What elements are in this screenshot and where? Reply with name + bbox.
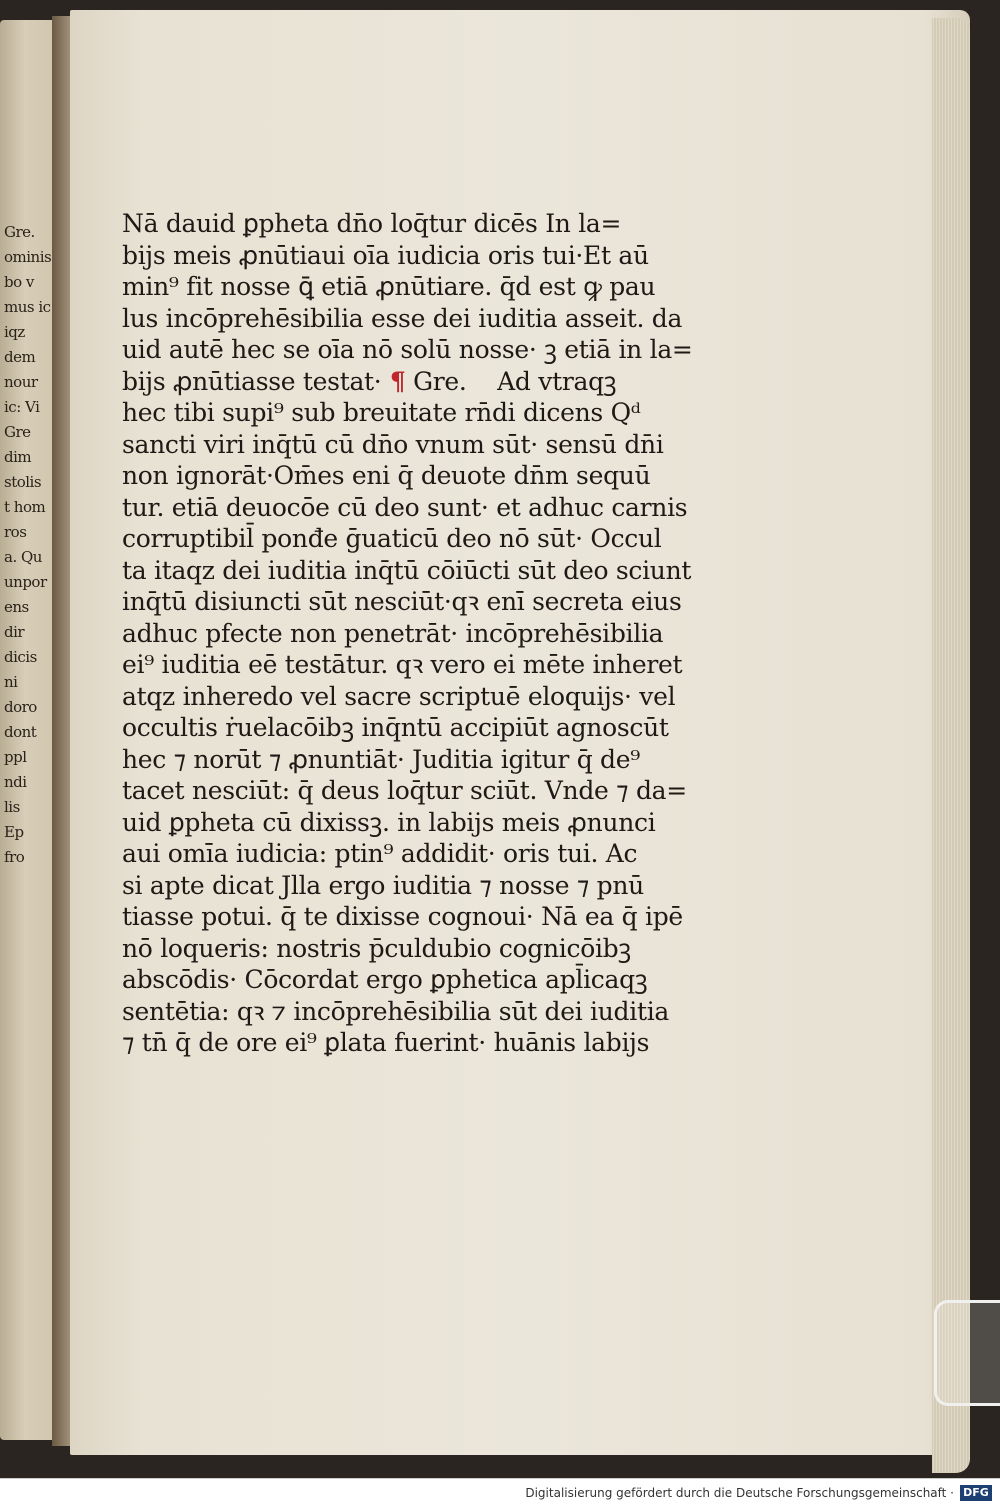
text-line xyxy=(122,334,722,366)
text-line xyxy=(122,744,722,776)
text-line-content: ta itaqz dei iuditia inq̄tū cōiūcti sūt deo sciunt xyxy=(122,555,692,585)
text-line-content: bijs ꝓnūtiasse testat· xyxy=(122,366,382,396)
text-line xyxy=(122,649,722,681)
margin-line: Gre xyxy=(4,423,31,441)
text-line xyxy=(122,838,722,870)
text-line xyxy=(122,397,722,429)
margin-line: dir xyxy=(4,623,25,641)
text-line-content: aui omīa iudicia: ptin⁹ addidit· oris tui. Ac xyxy=(122,839,638,868)
text-line-content: ⁊ tn̄ q̄ de ore ei⁹ ꝑlata fuerint· huānis labijs xyxy=(122,1028,650,1057)
margin-line: ic: Vi xyxy=(4,398,40,416)
margin-line: ominis xyxy=(4,248,52,266)
margin-line: ni xyxy=(4,673,18,691)
margin-line: dem xyxy=(4,348,36,366)
margin-line: ens xyxy=(4,598,29,616)
margin-line: dim xyxy=(4,448,32,466)
text-line-content: uid autē hec se oīa nō solū nosse· ꝫ etiā in la= xyxy=(122,335,693,364)
margin-line: lis xyxy=(4,798,20,816)
text-line-content: hec ⁊ norūt ⁊ ꝓnuntiāt· Juditia igitur q̄ de⁹ xyxy=(122,744,640,774)
margin-line: fro xyxy=(4,848,25,866)
text-line-content: abscōdis· Cōcordat ergo ꝑphetica apl̄icaqꝫ xyxy=(122,965,648,994)
text-line-content: hec tibi supi⁹ sub breuitate rn̄di dicens Qᵈ xyxy=(122,398,641,427)
text-line xyxy=(122,523,722,555)
text-line-content: sancti viri inq̄tū cū dn̄o vnum sūt· sensū dn̄i xyxy=(122,429,664,459)
margin-line: unpor xyxy=(4,573,47,591)
text-line xyxy=(122,775,722,807)
main-text-block xyxy=(122,208,722,1059)
text-line-content: lus incōprehēsibilia esse dei iuditia asseit. da xyxy=(122,303,683,333)
text-line-content: ei⁹ iuditia eē testātur. qꝛ vero ei mēte inheret xyxy=(122,650,683,679)
text-line-content: si apte dicat Jlla ergo iuditia ⁊ nosse ⁊ pnū xyxy=(122,870,644,900)
text-line-content: tacet nesciūt: q̄ deus loq̄tur sciūt. Vnde ⁊ da= xyxy=(122,776,687,805)
footer-credit: Digitalisierung gefördert durch die Deutsche Forschungsgemeinschaft · xyxy=(525,1486,954,1500)
text-line xyxy=(122,460,722,492)
text-line xyxy=(122,1027,722,1059)
margin-line: a. Qu xyxy=(4,548,42,566)
page-fore-edge xyxy=(932,18,970,1473)
text-line xyxy=(122,807,722,839)
margin-line: Ep xyxy=(4,823,24,841)
margin-line: ndi xyxy=(4,773,27,791)
text-line-content: tur. etiā deuocōe cū deo sunt· et adhuc carnis xyxy=(122,492,688,522)
text-line-content: occultis ṙuelacōibꝫ inq̄ntū accipiūt agnoscūt xyxy=(122,713,669,742)
text-line xyxy=(122,681,722,713)
text-line-content: atqz inheredo vel sacre scriptuē eloquijs· vel xyxy=(122,681,676,711)
text-line xyxy=(122,240,722,272)
text-line-content: inq̄tū disiuncti sūt nesciūt·qꝛ enī secreta eius xyxy=(122,587,682,616)
margin-line: iqz xyxy=(4,323,25,341)
margin-line: dicis xyxy=(4,648,37,666)
text-line xyxy=(122,208,722,240)
text-line xyxy=(122,555,722,587)
text-line-content: min⁹ fit nosse ꝗ̄ etiā ꝓnūtiare. q̄d est ꝙ pau xyxy=(122,272,656,301)
text-line xyxy=(122,618,722,650)
margin-line: ros xyxy=(4,523,27,541)
text-line xyxy=(122,933,722,965)
text-line-content: Nā dauid ꝑpheta dn̄o loq̄tur dicēs In la= xyxy=(122,209,622,238)
rubric-following-text: Gre. Ad vtraqꝫ xyxy=(405,366,617,396)
text-line xyxy=(122,964,722,996)
margin-line: dont xyxy=(4,723,37,741)
footer-bar xyxy=(0,1478,1000,1508)
text-line xyxy=(122,366,722,398)
text-line-content: adhuc pfecte non penetrāt· incōprehēsibilia xyxy=(122,618,664,648)
text-line xyxy=(122,429,722,461)
text-line-content: sentētia: qꝛ ⁊ incōprehēsibilia sūt dei iuditia xyxy=(122,996,669,1026)
margin-line: stolis xyxy=(4,473,42,491)
text-line xyxy=(122,712,722,744)
page-clip xyxy=(934,1300,1000,1406)
margin-line: nour xyxy=(4,373,38,391)
margin-line: ppl xyxy=(4,748,27,766)
text-line xyxy=(122,901,722,933)
text-line-content: nō loqueris: nostris p̄culdubio cognicōibꝫ xyxy=(122,933,631,963)
text-line-content: tiasse potui. q̄ te dixisse cognoui· Nā ea q̄ ipē xyxy=(122,902,683,931)
text-line xyxy=(122,492,722,524)
margin-line: doro xyxy=(4,698,37,716)
margin-line: mus ic xyxy=(4,298,51,316)
dfg-logo: DFG xyxy=(960,1485,992,1501)
text-line xyxy=(122,870,722,902)
margin-line: t hom xyxy=(4,498,46,516)
text-line-content: bijs meis ꝓnūtiaui oīa iudicia oris tui·Et aū xyxy=(122,240,649,270)
margin-line: Gre. xyxy=(4,223,35,241)
text-line xyxy=(122,303,722,335)
text-line-content: non ignorāt·Om̄es eni q̄ deuote dn̄m sequū xyxy=(122,461,651,490)
text-line-content: corruptibil̄ ponđe ḡuaticū deo nō sūt· Occul xyxy=(122,524,662,553)
margin-line: bo v xyxy=(4,273,34,291)
text-line xyxy=(122,271,722,303)
text-line-content: uid ꝑpheta cū dixissꝫ. in labijs meis ꝓnunci xyxy=(122,807,656,837)
text-line xyxy=(122,586,722,618)
rubric-paragraph-mark: ¶ xyxy=(381,366,406,396)
text-line xyxy=(122,996,722,1028)
